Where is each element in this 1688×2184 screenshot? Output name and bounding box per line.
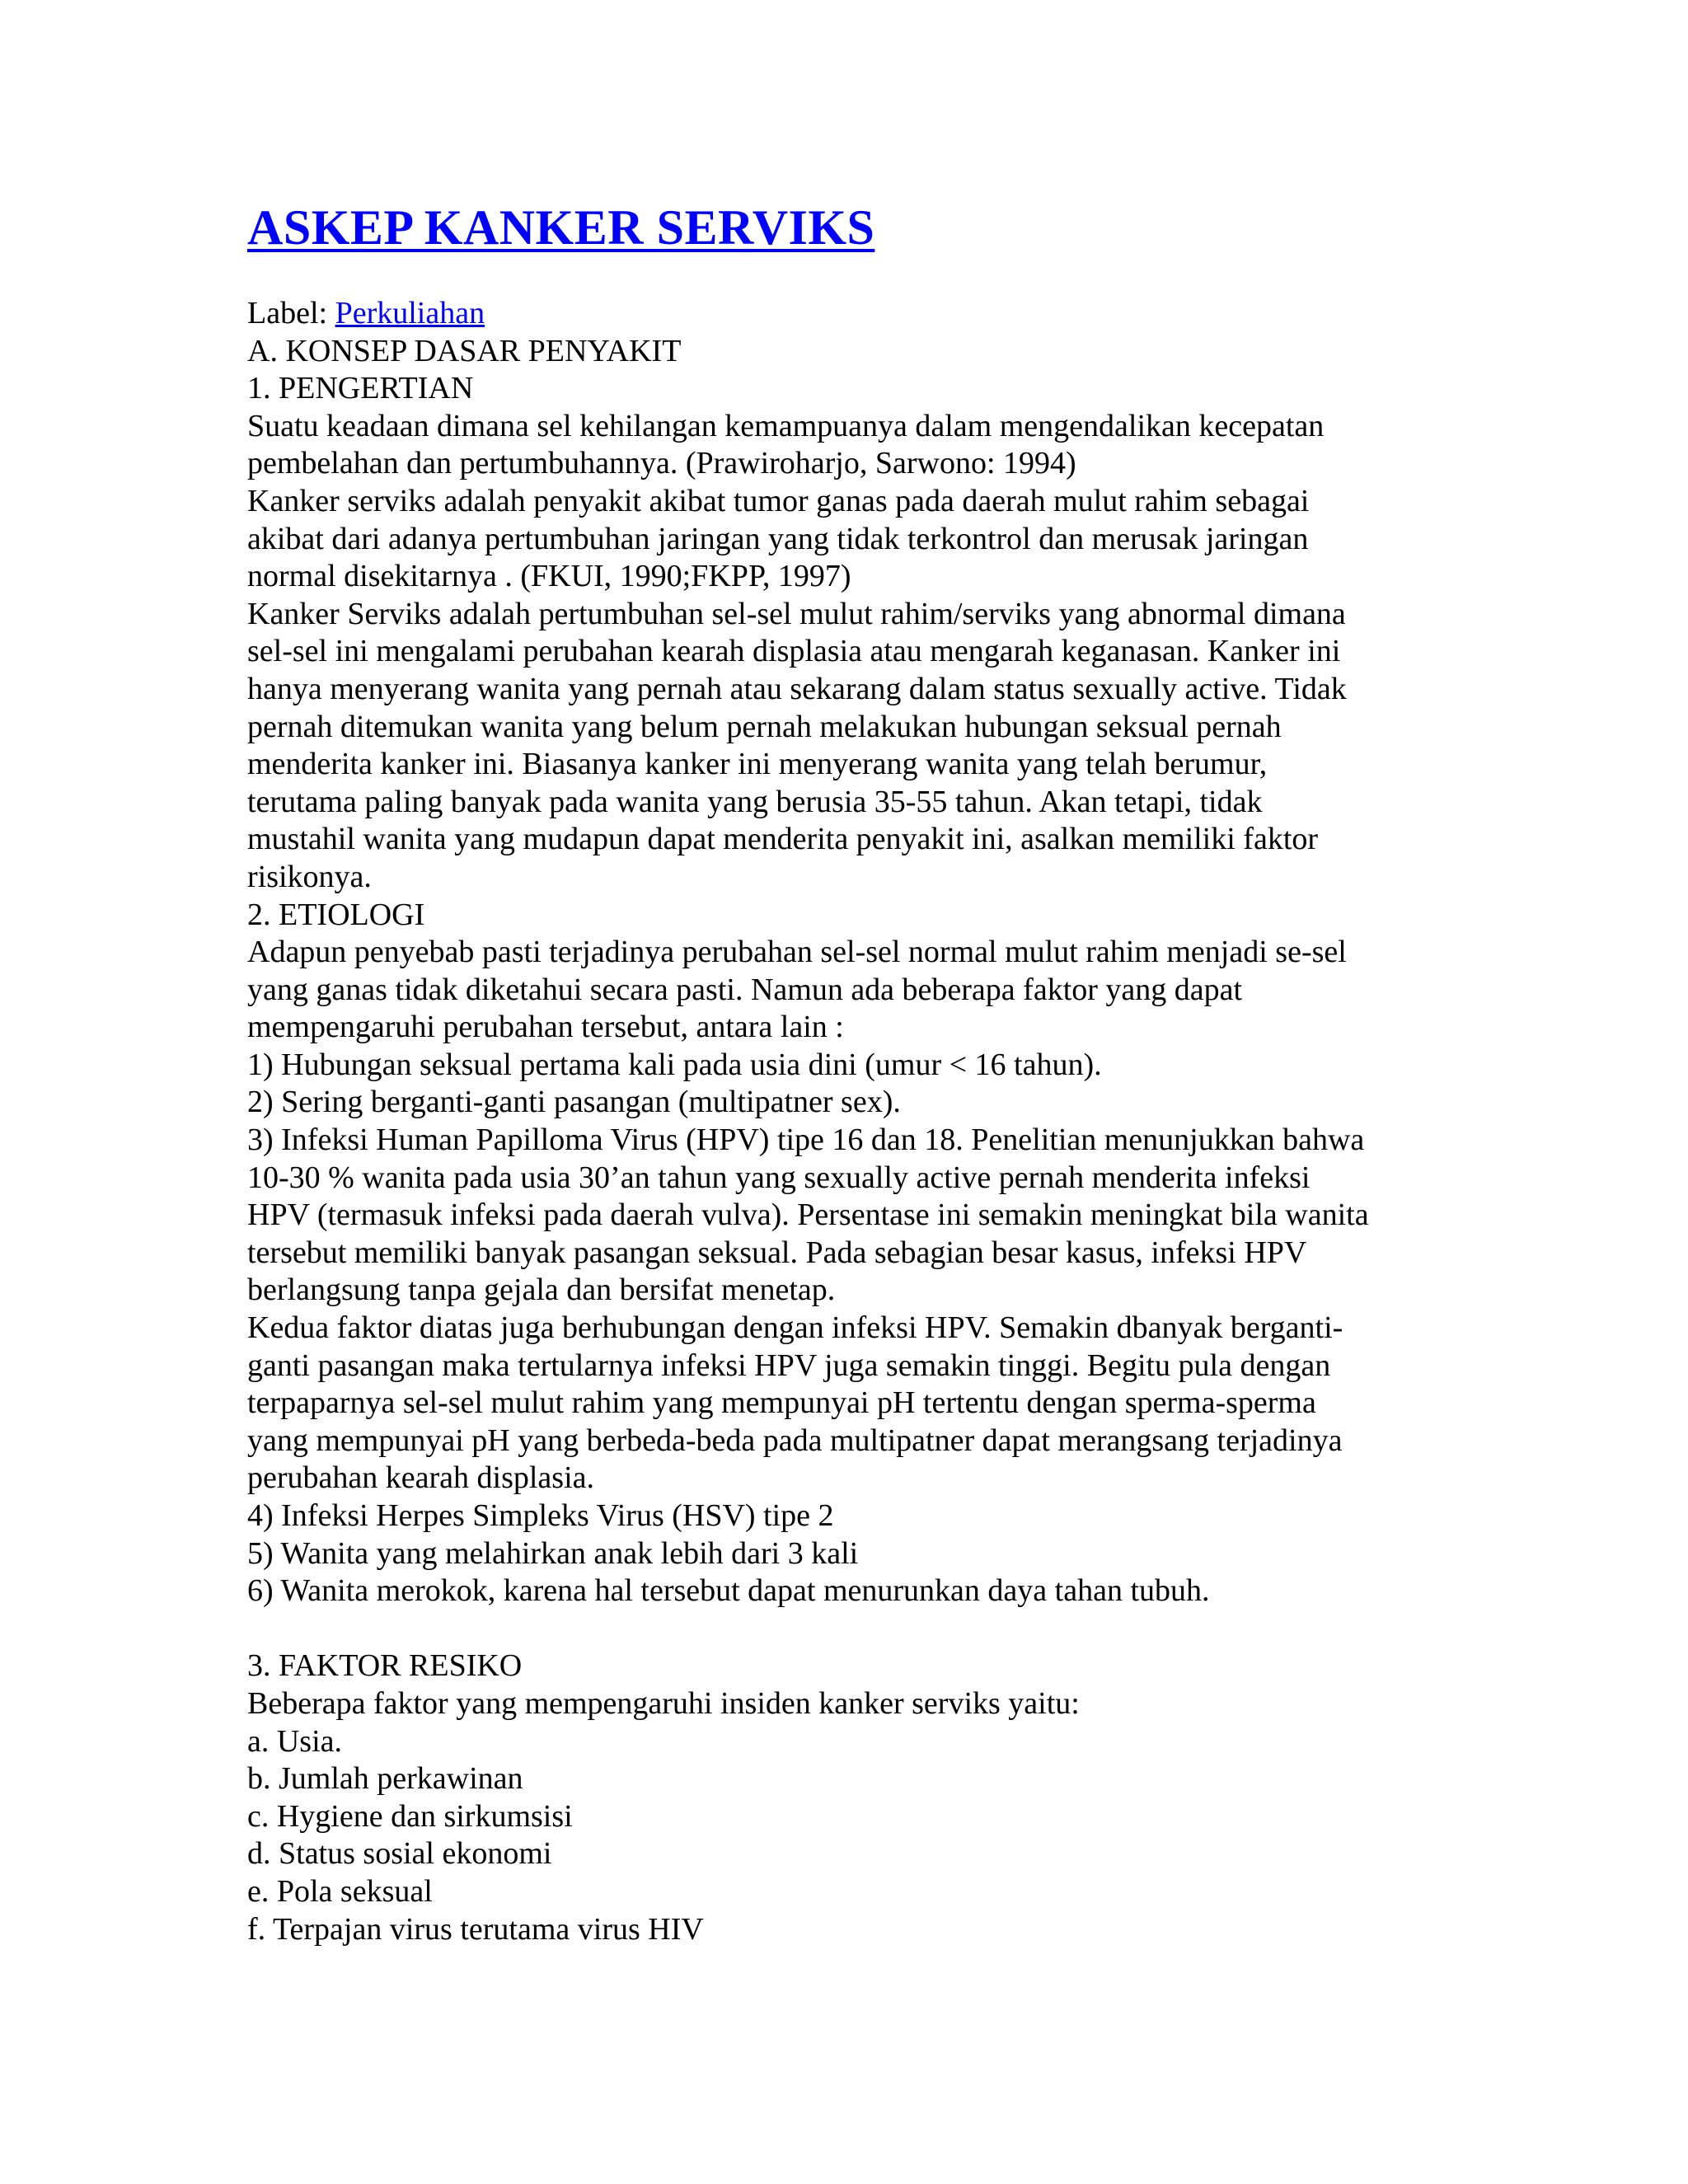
text-line: Kanker serviks adalah penyakit akibat tumor ganas pada daerah mulut rahim sebagai [247,483,1310,518]
text-line: a. Usia. [247,1723,343,1759]
text-line: mustahil wanita yang mudapun dapat menderita penyakit ini, asalkan memiliki faktor [247,822,1319,857]
text-line: berlangsung tanpa gejala dan bersifat menetap. [247,1272,836,1308]
text-line: e. Pola seksual [247,1873,433,1909]
text-line: HPV (termasuk infeksi pada daerah vulva). Persentase ini semakin meningkat bila wanita [247,1197,1369,1233]
text-line: yang mempunyai pH yang berbeda-beda pada multipatner dapat merangsang terjadinya [247,1422,1343,1458]
title-link[interactable]: ASKEP KANKER SERVIKS [247,200,875,255]
text-line: Kanker Serviks adalah pertumbuhan sel-sel mulut rahim/serviks yang abnormal dimana [247,596,1346,631]
text-line: pembelahan dan pertumbuhannya. (Prawiroharjo, Sarwono: 1994) [247,446,1076,481]
document-page [247,194,1451,1948]
text-line: akibat dari adanya pertumbuhan jaringan yang tidak terkontrol dan merusak jaringan [247,521,1309,556]
text-line: A. KONSEP DASAR PENYAKIT [247,333,682,368]
document-body [247,295,1451,1948]
text-line: 2. ETIOLOGI [247,897,425,932]
text-line: sel-sel ini mengalami perubahan kearah displasia atau mengarah keganasan. Kanker ini [247,634,1341,669]
text-line: tersebut memiliki banyak pasangan seksual. Pada sebagian besar kasus, infeksi HPV [247,1235,1307,1270]
label-line [247,295,1451,333]
text-line: c. Hygiene dan sirkumsisi [247,1798,573,1834]
text-line: d. Status sosial ekonomi [247,1836,552,1872]
text-line: f. Terpajan virus terutama virus HIV [247,1911,704,1947]
section-part1 [247,333,1451,1610]
text-line: perubahan kearah displasia. [247,1460,594,1496]
label-link-perkuliahan[interactable]: Perkuliahan [335,296,485,330]
text-line: 3) Infeksi Human Papilloma Virus (HPV) tipe 16 dan 18. Penelitian menunjukkan bahwa [247,1122,1365,1158]
label-prefix: Label: [247,296,335,330]
text-line: hanya menyerang wanita yang pernah atau sekarang dalam status sexually active. Tidak [247,671,1347,706]
text-line: terpaparnya sel-sel mulut rahim yang mempunyai pH tertentu dengan sperma-sperma [247,1385,1316,1421]
text-line: mempengaruhi perubahan tersebut, antara lain : [247,1010,844,1045]
text-line: 3. FAKTOR RESIKO [247,1648,523,1684]
text-line: terutama paling banyak pada wanita yang berusia 35-55 tahun. Akan tetapi, tidak [247,784,1263,819]
text-line: 5) Wanita yang melahirkan anak lebih dari 3 kali [247,1535,859,1571]
text-line: menderita kanker ini. Biasanya kanker ini menyerang wanita yang telah berumur, [247,747,1268,782]
text-line: Adapun penyebab pasti terjadinya perubahan sel-sel normal mulut rahim menjadi se-sel [247,935,1347,970]
text-line: Kedua faktor diatas juga berhubungan dengan infeksi HPV. Semakin dbanyak berganti- [247,1310,1343,1346]
text-line: 4) Infeksi Herpes Simpleks Virus (HSV) tipe 2 [247,1498,834,1533]
text-line: 6) Wanita merokok, karena hal tersebut dapat menurunkan daya tahan tubuh. [247,1573,1210,1609]
section-part2 [247,1647,1451,1948]
text-line: 2) Sering berganti-ganti pasangan (multipatner sex). [247,1085,901,1120]
page-title [247,194,1451,260]
text-line: ganti pasangan maka tertularnya infeksi HPV juga semakin tinggi. Begitu pula dengan [247,1347,1331,1383]
text-line: 1. PENGERTIAN [247,371,474,406]
text-line: Suatu keadaan dimana sel kehilangan kemampuanya dalam mengendalikan kecepatan [247,408,1325,443]
text-line: 1) Hubungan seksual pertama kali pada usia dini (umur < 16 tahun). [247,1047,1102,1082]
text-line: b. Jumlah perkawinan [247,1761,523,1797]
text-line: 10-30 % wanita pada usia 30’an tahun yang sexually active pernah menderita infeksi [247,1160,1311,1195]
text-line: risikonya. [247,859,372,894]
text-line: Beberapa faktor yang mempengaruhi insiden kanker serviks yaitu: [247,1685,1080,1721]
text-line: yang ganas tidak diketahui secara pasti. Namun ada beberapa faktor yang dapat [247,972,1243,1007]
blank-line [247,1610,1451,1648]
text-line: normal disekitarnya . (FKUI, 1990;FKPP, 1997) [247,559,851,594]
text-line: pernah ditemukan wanita yang belum pernah melakukan hubungan seksual pernah [247,709,1282,744]
